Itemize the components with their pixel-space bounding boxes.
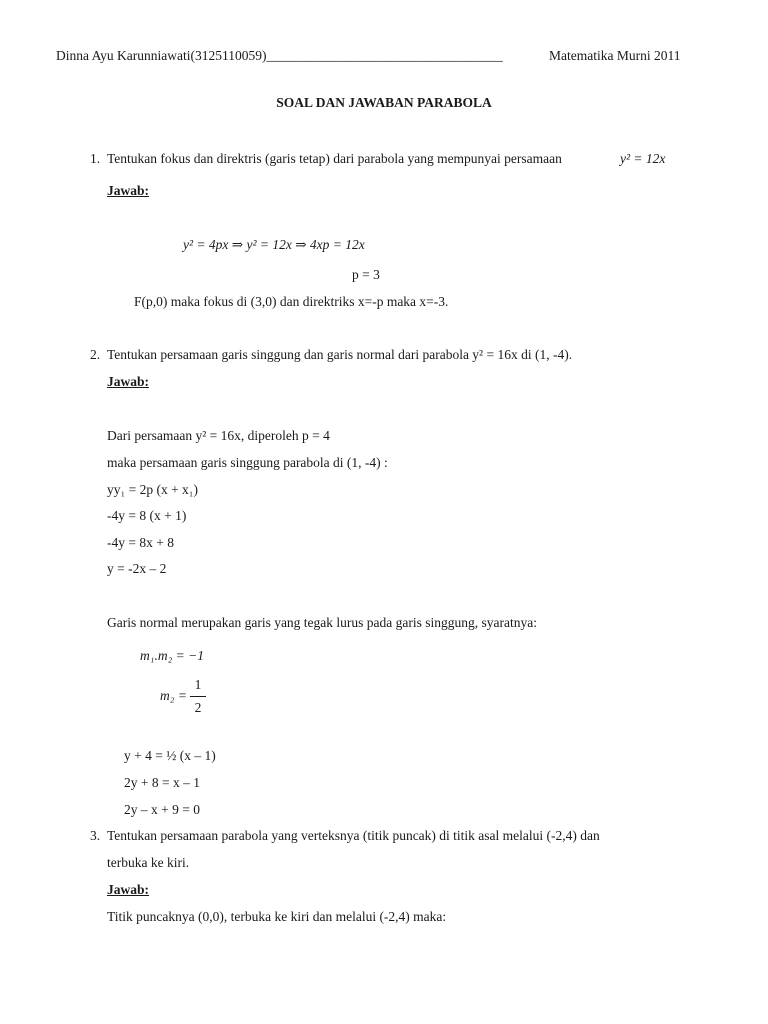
q2-m2-fraction xyxy=(190,677,206,716)
q1-answer-label: Jawab: xyxy=(107,183,150,198)
q2-number: 2. xyxy=(90,347,101,362)
q2-line6: y = -2x – 2 xyxy=(107,561,167,576)
q2-m2-numerator: 1 xyxy=(194,677,202,692)
q3-answer-label: Jawab: xyxy=(107,882,150,897)
q2-m-product: m₁.m₂ = −1 xyxy=(140,648,204,663)
q3-line1: Titik puncaknya (0,0), terbuka ke kiri dan melalui (-2,4) maka: xyxy=(107,909,447,924)
q3-text-line2: terbuka ke kiri. xyxy=(107,855,190,870)
header-course: Matematika Murni 2011 xyxy=(549,48,681,63)
q3-text-line1: Tentukan persamaan parabola yang verteksnya (titik puncak) di titik asal melalui (-2,4) dan xyxy=(107,828,600,843)
q2-line2: maka persamaan garis singgung parabola di (1, -4) : xyxy=(107,455,388,470)
q2-answer-label: Jawab: xyxy=(107,374,150,389)
q2-normal-line3: 2y – x + 9 = 0 xyxy=(124,802,200,817)
fraction-bar xyxy=(190,696,206,697)
q2-line4: -4y = 8 (x + 1) xyxy=(107,508,187,523)
q1-conclusion: F(p,0) maka fokus di (3,0) dan direktriks x=-p maka x=-3. xyxy=(134,294,449,309)
q1-number: 1. xyxy=(90,151,101,166)
q1-text: Tentukan fokus dan direktris (garis tetap) dari parabola yang mempunyai persamaan xyxy=(107,151,562,166)
page-title: SOAL DAN JAWABAN PARABOLA xyxy=(276,95,492,110)
q2-m2-denominator: 2 xyxy=(194,700,202,715)
q1-equation: y² = 12x xyxy=(620,151,666,166)
q3-number: 3. xyxy=(90,828,101,843)
q1-derivation: y² = 4px ⇒ y² = 12x ⇒ 4xp = 12x xyxy=(183,237,365,252)
q2-normal-intro: Garis normal merupakan garis yang tegak lurus pada garis singgung, syaratnya: xyxy=(107,615,538,630)
q2-normal-line2: 2y + 8 = x – 1 xyxy=(124,775,200,790)
q2-line5: -4y = 8x + 8 xyxy=(107,535,174,550)
q2-line1: Dari persamaan y² = 16x, diperoleh p = 4 xyxy=(107,428,330,443)
q2-text: Tentukan persamaan garis singgung dan garis normal dari parabola y² = 16x di (1, -4). xyxy=(107,347,573,362)
q2-normal-line1: y + 4 = ½ (x – 1) xyxy=(124,748,216,763)
q2-line3: yy₁ = 2p (x + x₁) xyxy=(107,482,199,497)
q2-m2-label: m₂ = xyxy=(160,688,187,703)
header-author: Dinna Ayu Karunniawati(3125110059)___________________________________ xyxy=(56,48,503,63)
q1-p-value: p = 3 xyxy=(352,267,380,282)
